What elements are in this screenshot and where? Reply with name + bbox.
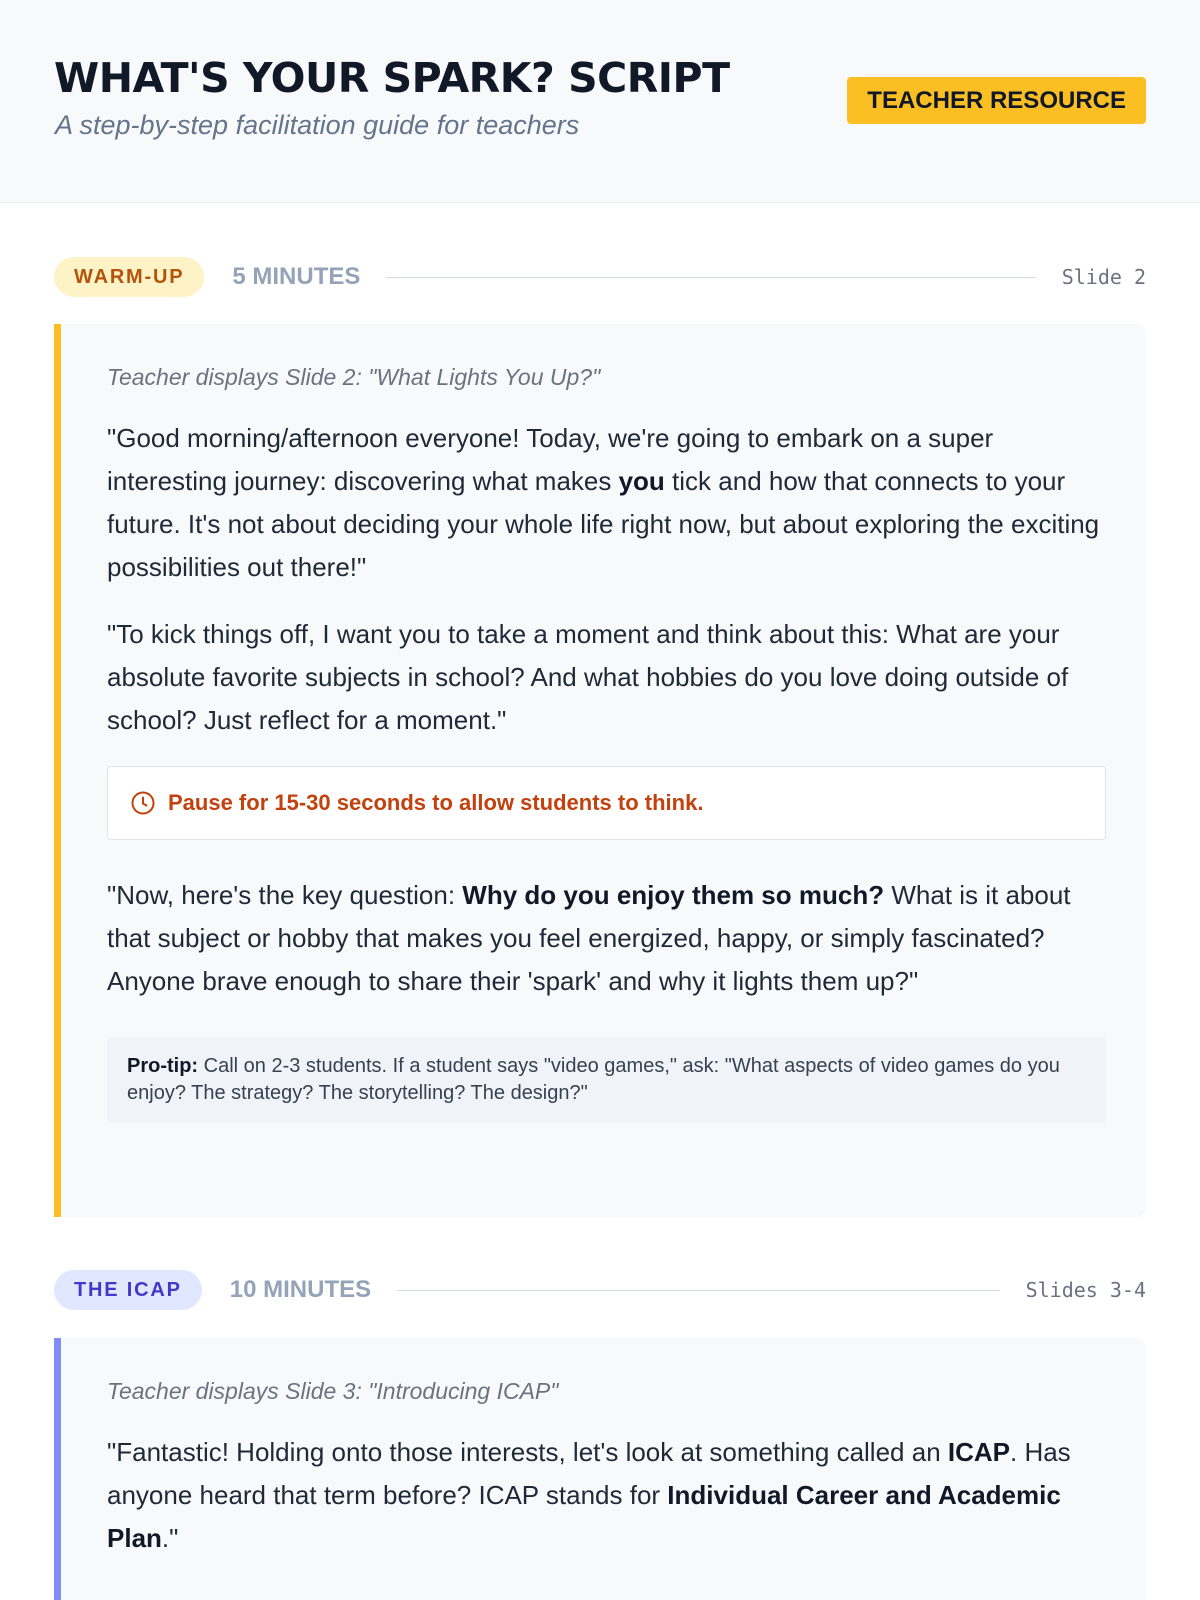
section-header-icap	[54, 1270, 1146, 1310]
stage-direction: Teacher displays Slide 3: "Introducing ICAP"	[107, 1378, 559, 1404]
script-text: "Good morning/afternoon everyone! Today, we're going to embark on a super interesting journey: discovering what makes	[107, 423, 994, 496]
stage-direction: Teacher displays Slide 2: "What Lights You Up?"	[107, 364, 601, 390]
section-duration: 5 MINUTES	[232, 263, 361, 290]
divider	[397, 1290, 999, 1291]
page-title: WHAT'S YOUR SPARK? SCRIPT	[54, 54, 730, 102]
section-tag: WARM-UP	[54, 257, 204, 297]
slide-reference: Slides 3-4	[1025, 1278, 1146, 1302]
script-paragraph	[107, 874, 1106, 1003]
script-paragraph	[107, 417, 1106, 589]
script-emphasis: you	[618, 466, 665, 496]
clock-icon	[130, 790, 156, 816]
script-emphasis: ICAP	[947, 1437, 1010, 1467]
section-tag: THE ICAP	[54, 1270, 202, 1310]
pro-tip	[107, 1037, 1106, 1123]
page-subtitle: A step-by-step facilitation guide for teachers	[55, 110, 580, 140]
script-paragraph: "To kick things off, I want you to take a moment and think about this: What are your absolute favorite subjects in school? And what hobbies do you love doing outside of school? Just reflect for a moment."	[107, 619, 1069, 735]
section-duration: 10 MINUTES	[229, 1276, 372, 1303]
slide-reference: Slide 2	[1061, 265, 1146, 289]
script-text: . Has anyone heard that term before? ICAP stands for	[107, 1437, 1071, 1510]
page-header	[0, 0, 1200, 203]
pro-tip-label: Pro-tip:	[127, 1055, 199, 1077]
script-card-icap	[54, 1338, 1146, 1600]
script-text: ."	[161, 1523, 179, 1553]
script-emphasis: Why do you enjoy them so much?	[462, 880, 885, 910]
section-header-warm-up	[54, 257, 1146, 297]
pause-text: Pause for 15-30 seconds to allow students to think.	[168, 790, 704, 815]
script-text: What is it about that subject or hobby that makes you feel energized, happy, or simply fascinated? Anyone brave enough to share their 'spark' and why it lights them up?"	[107, 880, 1071, 996]
pro-tip-text: Call on 2-3 students. If a student says "video games," ask: "What aspects of video games do you enjoy? The strategy? The storytelling? The design?"	[127, 1055, 1060, 1104]
pause-callout	[107, 766, 1106, 840]
script-card-warm-up	[54, 324, 1146, 1217]
divider	[386, 277, 1035, 278]
script-paragraph	[107, 1431, 1106, 1560]
script-text: tick and how that connects to your future. It's not about deciding your whole life right now, but about exploring the exciting possibilities out there!"	[107, 466, 1100, 582]
script-text: "Fantastic! Holding onto those interests, let's look at something called an	[107, 1437, 948, 1467]
teacher-resource-badge: TEACHER RESOURCE	[847, 77, 1146, 124]
script-text: "Now, here's the key question:	[107, 880, 463, 910]
script-emphasis: Individual Career and Academic Plan	[107, 1480, 1061, 1553]
